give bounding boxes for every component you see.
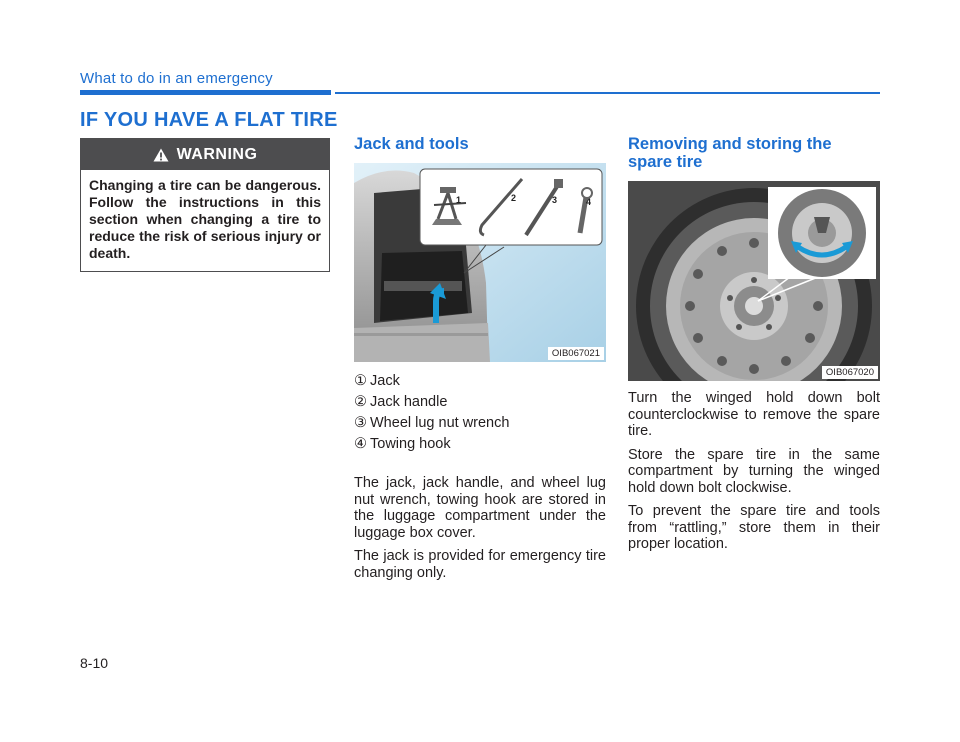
spare-tire-text — [628, 390, 880, 560]
list-item — [354, 371, 509, 392]
paragraph: Store the spare tire in the same compartment by turning the winged hold down bolt clockwise. — [628, 446, 880, 496]
warning-box — [80, 138, 330, 272]
page-title: IF YOU HAVE A FLAT TIRE — [80, 109, 338, 131]
list-item — [354, 392, 509, 413]
paragraph: The jack, jack handle, and wheel lug nut wrench, towing hook are stored in the luggage compartment under the luggage box cover. — [354, 475, 606, 541]
spare-tire-illustration — [628, 181, 880, 381]
callout-number: 1 — [456, 195, 462, 205]
jack-tools-figure — [354, 163, 606, 362]
paragraph: To prevent the spare tire and tools from “rattling,” store them in their proper location. — [628, 503, 880, 552]
callout-number: 3 — [552, 195, 558, 205]
item-number: ① — [354, 373, 367, 389]
trunk-illustration — [354, 163, 606, 362]
callout-number: 2 — [511, 193, 517, 203]
paragraph: Turn the winged hold down bolt counterclockwise to remove the spare tire. — [628, 390, 880, 439]
jack-tools-heading: Jack and tools — [354, 135, 469, 153]
item-number: ③ — [354, 415, 367, 431]
list-item — [354, 434, 509, 455]
list-item — [354, 413, 509, 434]
paragraph: The jack is provided for emergency tire changing only. — [354, 548, 606, 581]
jack-text — [354, 475, 606, 588]
running-header: What to do in an emergency — [80, 70, 273, 87]
item-number: ④ — [354, 436, 367, 452]
tool-list — [354, 371, 509, 455]
warning-text: Changing a tire can be dangerous. Follow the instructions in this section when changing a tire to reduce the risk of serious injury or death. — [89, 177, 321, 261]
header-rule-thick — [80, 90, 331, 95]
spare-tire-figure — [628, 181, 880, 381]
item-label: Jack handle — [370, 394, 448, 410]
item-label: Wheel lug nut wrench — [370, 415, 510, 431]
spare-tire-heading: Removing and storing the spare tire — [628, 135, 832, 171]
figure-code: OIB067021 — [548, 347, 604, 360]
figure-code: OIB067020 — [822, 366, 878, 379]
item-label: Towing hook — [370, 436, 451, 452]
warning-triangle-icon — [153, 148, 169, 162]
header-rule-thin — [335, 92, 880, 94]
item-number: ② — [354, 394, 367, 410]
warning-header — [81, 139, 329, 170]
page-number: 8-10 — [80, 655, 109, 671]
item-label: Jack — [370, 373, 400, 389]
warning-label: WARNING — [176, 145, 258, 163]
callout-number: 4 — [586, 197, 592, 207]
